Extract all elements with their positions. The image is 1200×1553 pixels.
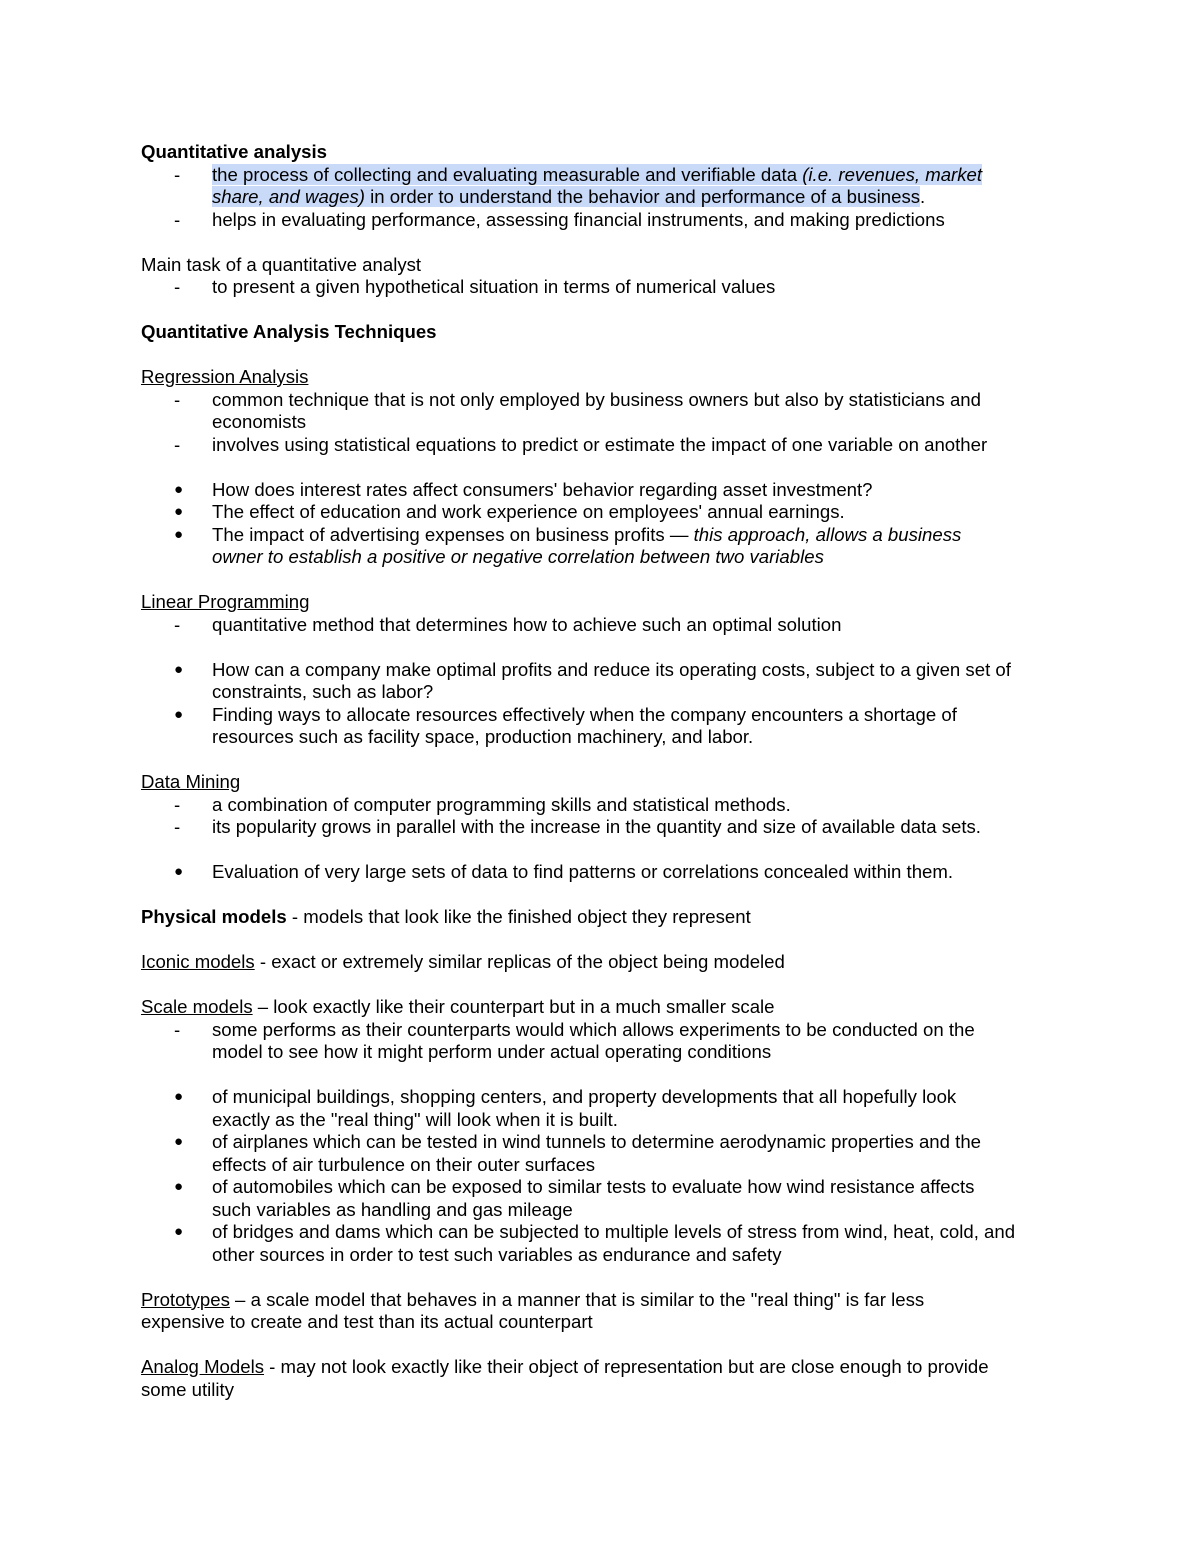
bullet-item [141, 1221, 1071, 1266]
bullet-item-text: other sources in order to test such variables as endurance and safety [212, 1243, 782, 1265]
definition-text: some utility [141, 1378, 234, 1400]
list-item-text: helps in evaluating performance, assessing financial instruments, and making predictions [212, 208, 945, 230]
sentence-end: . [920, 186, 926, 207]
term-prototypes: Prototypes [141, 1288, 230, 1310]
bullet-icon: ● [174, 1133, 184, 1150]
dash-marker: - [174, 208, 181, 230]
dash-marker: - [174, 793, 181, 815]
dash-marker: - [174, 816, 181, 837]
bullet-item [141, 1176, 1071, 1221]
list-item-text: a combination of computer programming skills and statistical methods. [212, 793, 791, 815]
bullet-icon: ● [174, 660, 184, 678]
bullet-item [141, 704, 1071, 749]
italic-text: this approach, allows a business [693, 523, 962, 545]
bullet-icon: ● [174, 525, 184, 543]
heading-quantitative-analysis: Quantitative analysis [141, 141, 328, 162]
subheading-regression-analysis: Regression Analysis [141, 366, 309, 387]
definition-text: - models that look like the finished object they represent [286, 906, 751, 927]
subheading-data-mining: Data Mining [141, 771, 241, 792]
bullet-icon: ● [174, 503, 184, 520]
list-item-text: some performs as their counterparts would which allows experiments to be conducted on the [212, 1018, 975, 1040]
bullet-icon: ● [174, 1223, 184, 1240]
bullet-item-text: of airplanes which can be tested in wind tunnels to determine aerodynamic properties and the [212, 1131, 981, 1152]
definition-analog-models [141, 1356, 1071, 1379]
definition-text: - exact or extremely similar replicas of the object being modeled [254, 951, 785, 972]
bullet-item-text: The impact of advertising expenses on business profits — [212, 523, 694, 545]
definition-text: expensive to create and test than its actual counterpart [141, 1311, 593, 1332]
dash-marker: - [174, 388, 181, 410]
definition-iconic-models [141, 951, 1071, 974]
list-item-text: model to see how it might perform under actual operating conditions [212, 1041, 772, 1062]
list-item-text: involves using statistical equations to predict or estimate the impact of one variable on another [212, 433, 988, 455]
document-body [141, 141, 1071, 1401]
list-item-text: common technique that is not only employed by business owners but also by statisticians and [212, 388, 981, 410]
list-item-text: economists [212, 411, 307, 432]
list-item-text: its popularity grows in parallel with the increase in the quantity and size of available data sets. [212, 816, 981, 837]
bullet-icon: ● [174, 705, 184, 723]
bullet-item-text: of automobiles which can be exposed to similar tests to evaluate how wind resistance affects [212, 1176, 975, 1197]
bullet-icon: ● [174, 863, 184, 880]
bullet-item-text: Evaluation of very large sets of data to find patterns or correlations concealed within them. [212, 861, 954, 882]
term-scale-models: Scale models [141, 996, 253, 1017]
definition-text: – look exactly like their counterpart but in a much smaller scale [252, 996, 775, 1017]
dash-marker: - [174, 613, 181, 635]
definition-prototypes [141, 1289, 1071, 1312]
bullet-icon: ● [174, 1088, 184, 1105]
list-item [141, 209, 1071, 232]
list-item-text: quantitative method that determines how to achieve such an optimal solution [212, 613, 842, 635]
bullet-item-text: constraints, such as labor? [212, 681, 434, 702]
dash-marker: - [174, 1018, 181, 1040]
bullet-item-text: exactly as the "real thing" will look when it is built. [212, 1108, 618, 1130]
list-item [141, 794, 1071, 817]
list-item [141, 389, 1071, 434]
highlighted-text: in order to understand the behavior and performance of a business [364, 186, 921, 207]
highlighted-italic-text: share, and wages) [212, 186, 365, 207]
list-item [141, 614, 1071, 637]
bullet-item [141, 524, 1071, 569]
list-item [141, 164, 1071, 209]
bullet-item-text: How does interest rates affect consumers' behavior regarding asset investment? [212, 478, 873, 500]
bullet-item [141, 1086, 1071, 1131]
bullet-item-text: such variables as handling and gas mileage [212, 1198, 573, 1220]
term-analog-models: Analog Models [141, 1356, 265, 1377]
dash-marker: - [174, 163, 181, 185]
definition-physical-models [141, 906, 1071, 929]
bullet-item-text: resources such as facility space, production machinery, and labor. [212, 726, 754, 747]
dash-marker: - [174, 433, 181, 455]
heading-techniques: Quantitative Analysis Techniques [141, 321, 437, 342]
bullet-item-text: The effect of education and work experience on employees' annual earnings. [212, 501, 845, 522]
highlighted-italic-text: (i.e. revenues, market [802, 163, 983, 185]
subheading-linear-programming: Linear Programming [141, 591, 310, 612]
bullet-item [141, 861, 1071, 884]
list-item [141, 816, 1071, 839]
bullet-item [141, 1131, 1071, 1176]
term-iconic-models: Iconic models [141, 951, 255, 972]
list-item [141, 276, 1071, 299]
highlighted-text: the process of collecting and evaluating measurable and verifiable data [212, 163, 803, 185]
term-physical-models: Physical models [141, 906, 287, 927]
list-item-text: to present a given hypothetical situation in terms of numerical values [212, 276, 776, 297]
bullet-item [141, 501, 1071, 524]
bullet-icon: ● [174, 1178, 184, 1195]
bullet-item-text: of municipal buildings, shopping centers, and property developments that all hopefully look [212, 1086, 957, 1107]
bullet-item [141, 479, 1071, 502]
list-item [141, 1019, 1071, 1064]
bullet-icon: ● [174, 480, 184, 498]
dash-marker: - [174, 276, 181, 297]
definition-text: – a scale model that behaves in a manner that is similar to the "real thing" is far less [229, 1288, 925, 1310]
bullet-item-text: How can a company make optimal profits and reduce its operating costs, subject to a given set of [212, 658, 1011, 680]
definition-scale-models [141, 996, 1071, 1019]
bullet-item [141, 659, 1071, 704]
bullet-item-text: Finding ways to allocate resources effectively when the company encounters a shortage of [212, 703, 957, 725]
bullet-item-text: of bridges and dams which can be subjected to multiple levels of stress from wind, heat, cold, and [212, 1221, 1016, 1242]
list-item [141, 434, 1071, 457]
main-task-label: Main task of a quantitative analyst [141, 253, 422, 275]
definition-text: - may not look exactly like their object of representation but are close enough to provide [264, 1356, 989, 1377]
italic-text: owner to establish a positive or negative correlation between two variables [212, 546, 824, 567]
bullet-item-text: effects of air turbulence on their outer surfaces [212, 1153, 596, 1175]
